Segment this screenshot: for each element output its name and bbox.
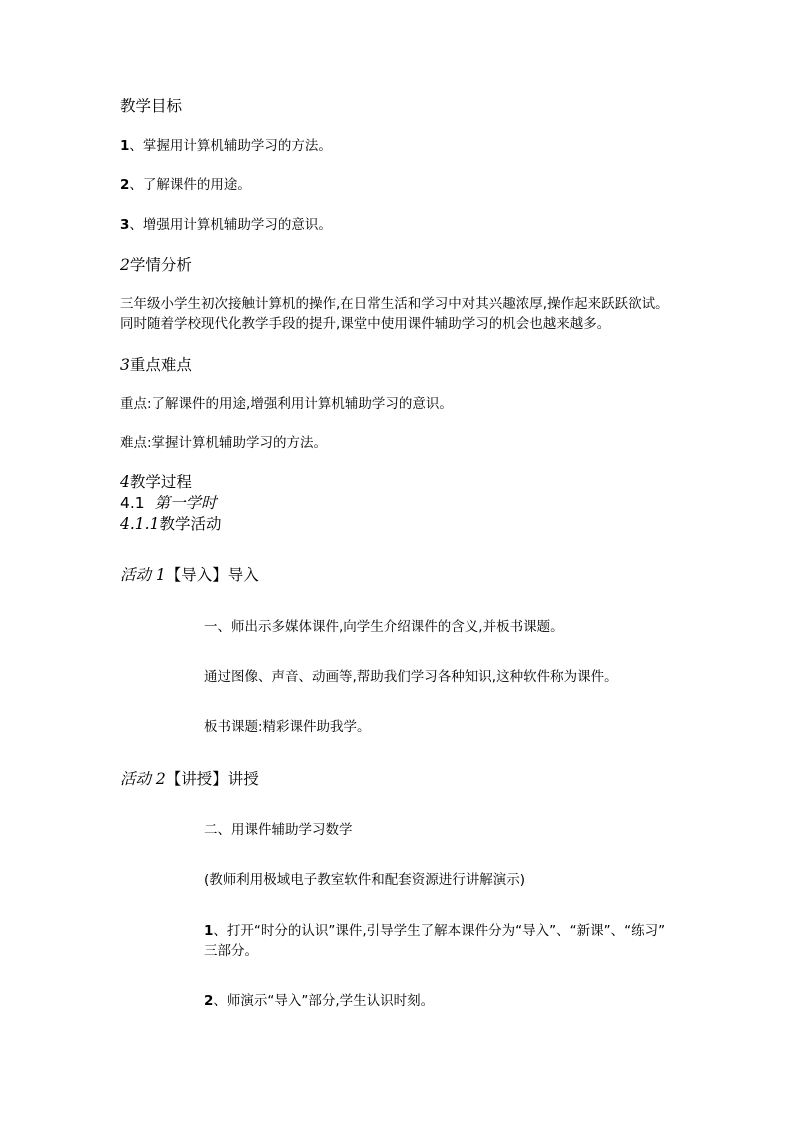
activity-heading <box>120 770 259 789</box>
activity-note: (教师利用极域电子教室软件和配套资源进行讲解演示) <box>204 872 526 888</box>
step-text: 、打开“时分的认识”课件,引导学生了解本课件分为“导入”、“新课”、“练习” <box>213 923 666 939</box>
objective-text: 、掌握用计算机辅助学习的方法。 <box>129 138 332 154</box>
objective-text: 、了解课件的用途。 <box>129 177 251 193</box>
key-point-text: 重点:了解课件的用途,增强利用计算机辅助学习的意识。 <box>120 396 453 412</box>
subsection-heading-first-period <box>120 494 217 513</box>
analysis-line: 同时随着学校现代化教学手段的提升,课堂中使用课件辅助学习的机会也越来越多。 <box>120 316 611 332</box>
subsection-title: 教学活动 <box>159 515 222 533</box>
activity-item: 通过图像、声音、动画等,帮助我们学习各种知识,这种软件称为课件。 <box>204 669 618 685</box>
objective-item <box>120 138 332 155</box>
section-number: 3 <box>120 356 130 374</box>
activity-heading <box>120 566 259 585</box>
objective-item <box>120 217 332 234</box>
section-heading-process <box>120 473 192 492</box>
heading-objectives: 教学目标 <box>120 97 183 115</box>
activity-item: 二、用课件辅助学习数学 <box>204 822 353 838</box>
activity-item: 板书课题:精彩课件助我学。 <box>204 719 371 735</box>
step-number: 2 <box>204 993 214 1009</box>
subsection-heading-activities <box>120 515 221 534</box>
subsection-number: 4.1 <box>120 494 145 512</box>
activity-label: 【讲授】讲授 <box>165 770 259 788</box>
section-number: 4 <box>120 473 130 491</box>
activity-label: 【导入】导入 <box>165 566 259 584</box>
activity-item: 一、师出示多媒体课件,向学生介绍课件的含义,并板书课题。 <box>204 619 564 635</box>
section-title: 教学过程 <box>129 473 192 491</box>
objective-item <box>120 177 251 194</box>
objective-number: 3 <box>120 217 130 233</box>
objective-text: 、增强用计算机辅助学习的意识。 <box>129 217 332 233</box>
activity-step-continuation: 三部分。 <box>204 943 258 959</box>
step-number: 1 <box>204 923 214 939</box>
section-heading-key-points <box>120 356 192 375</box>
objective-number: 2 <box>120 177 130 193</box>
section-title: 学情分析 <box>129 256 192 274</box>
activity-prefix: 活动 2 <box>120 770 166 788</box>
section-title: 重点难点 <box>129 356 192 374</box>
activity-step <box>204 993 434 1010</box>
subsection-title: 第一学时 <box>154 494 217 512</box>
subsection-number: 4.1.1 <box>120 515 160 533</box>
activity-prefix: 活动 1 <box>120 566 166 584</box>
section-number: 2 <box>120 256 130 274</box>
objective-number: 1 <box>120 138 130 154</box>
difficulty-text: 难点:掌握计算机辅助学习的方法。 <box>120 435 328 451</box>
activity-step <box>204 923 665 940</box>
section-heading-analysis <box>120 256 192 275</box>
step-text: 、师演示“导入”部分,学生认识时刻。 <box>213 993 435 1009</box>
analysis-line: 三年级小学生初次接触计算机的操作,在日常生活和学习中对其兴趣浓厚,操作起来跃跃欲试。 <box>120 296 669 312</box>
